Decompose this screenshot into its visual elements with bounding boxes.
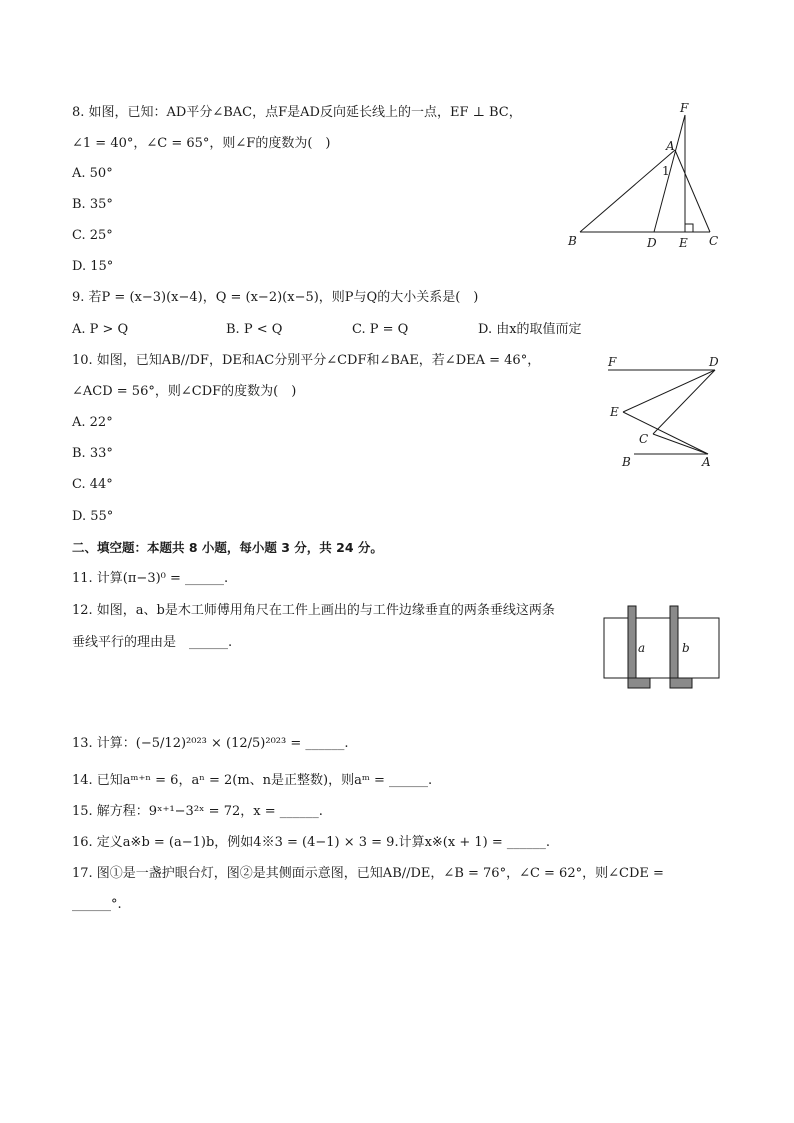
q8-label-c: C <box>709 234 719 248</box>
q8-stem-line1: 8. 如图，已知：AD平分∠BAC，点F是AD反向延长线上的一点，EF ⊥ BC， <box>72 105 522 120</box>
q8-triangle-figure <box>560 100 730 255</box>
q17-stem-line2: ______°. <box>72 897 122 912</box>
q10-option-b: B. 33° <box>72 446 113 461</box>
q13-stem: 13. 计算：(−5/12)²⁰²³ × (12/5)²⁰²³ = ______. <box>72 736 349 751</box>
q8-label-angle1: 1 <box>662 164 670 178</box>
q8-stem-line2: ∠1 = 40°，∠C = 65°，则∠F的度数为( ) <box>72 136 331 151</box>
q10-label-e: E <box>610 405 619 419</box>
q9-stem: 9. 若P = (x−3)(x−4)，Q = (x−2)(x−5)，则P与Q的大小关系是( ) <box>72 290 479 305</box>
q8-label-b: B <box>568 234 577 248</box>
q10-stem-line1: 10. 如图，已知AB//DF，DE和AC分别平分∠CDF和∠BAE，若∠DEA = 46°， <box>72 353 541 368</box>
q10-label-c: C <box>639 432 649 446</box>
q8-label-e: E <box>679 236 688 250</box>
q10-parallel-figure <box>598 350 728 475</box>
q8-label-d: D <box>647 236 657 250</box>
q10-option-d: D. 55° <box>72 509 114 524</box>
section-heading-fill-in: 二、填空题：本题共 8 小题，每小题 3 分，共 24 分。 <box>72 540 383 555</box>
q15-stem: 15. 解方程：9ˣ⁺¹−3²ˣ = 72，x = ______. <box>72 804 323 819</box>
q11-stem: 11. 计算(π−3)⁰ = ______. <box>72 571 229 586</box>
q9-option-c: C. P = Q <box>352 322 409 337</box>
q9-option-d: D. 由x的取值而定 <box>478 322 582 337</box>
q8-label-a: A <box>666 139 675 153</box>
q10-label-d: D <box>709 355 719 369</box>
q16-stem: 16. 定义a※b = (a−1)b，例如4※3 = (4−1) × 3 = 9.计算x※(x + 1) = ______. <box>72 835 550 850</box>
q9-option-b: B. P < Q <box>226 322 283 337</box>
q8-option-d: D. 15° <box>72 259 114 274</box>
q8-label-f: F <box>680 101 689 115</box>
q12-label-a: a <box>638 641 646 655</box>
q12-workpiece-figure <box>600 604 725 694</box>
q14-stem: 14. 已知aᵐ⁺ⁿ = 6，aⁿ = 2(m、n是正整数)，则aᵐ = ______. <box>72 773 433 788</box>
q8-option-b: B. 35° <box>72 197 113 212</box>
q10-stem-line2: ∠ACD = 56°，则∠CDF的度数为( ) <box>72 384 297 399</box>
q17-stem-line1: 17. 图①是一盏护眼台灯，图②是其侧面示意图，已知AB//DE，∠B = 76°，∠C = 62°，则∠CDE = <box>72 866 664 881</box>
q10-label-a: A <box>702 455 711 469</box>
q10-option-c: C. 44° <box>72 477 113 492</box>
q10-option-a: A. 22° <box>72 415 113 430</box>
q12-stem-line1: 12. 如图，a、b是木工师傅用角尺在工件上画出的与工件边缘垂直的两条垂线这两条 <box>72 603 555 618</box>
q9-option-a: A. P > Q <box>72 322 129 337</box>
q10-label-b: B <box>622 455 631 469</box>
q12-label-b: b <box>682 641 690 655</box>
q8-option-a: A. 50° <box>72 166 113 181</box>
q8-option-c: C. 25° <box>72 228 113 243</box>
q12-stem-line2: 垂线平行的理由是 ______. <box>72 635 233 650</box>
q10-label-f: F <box>608 355 617 369</box>
